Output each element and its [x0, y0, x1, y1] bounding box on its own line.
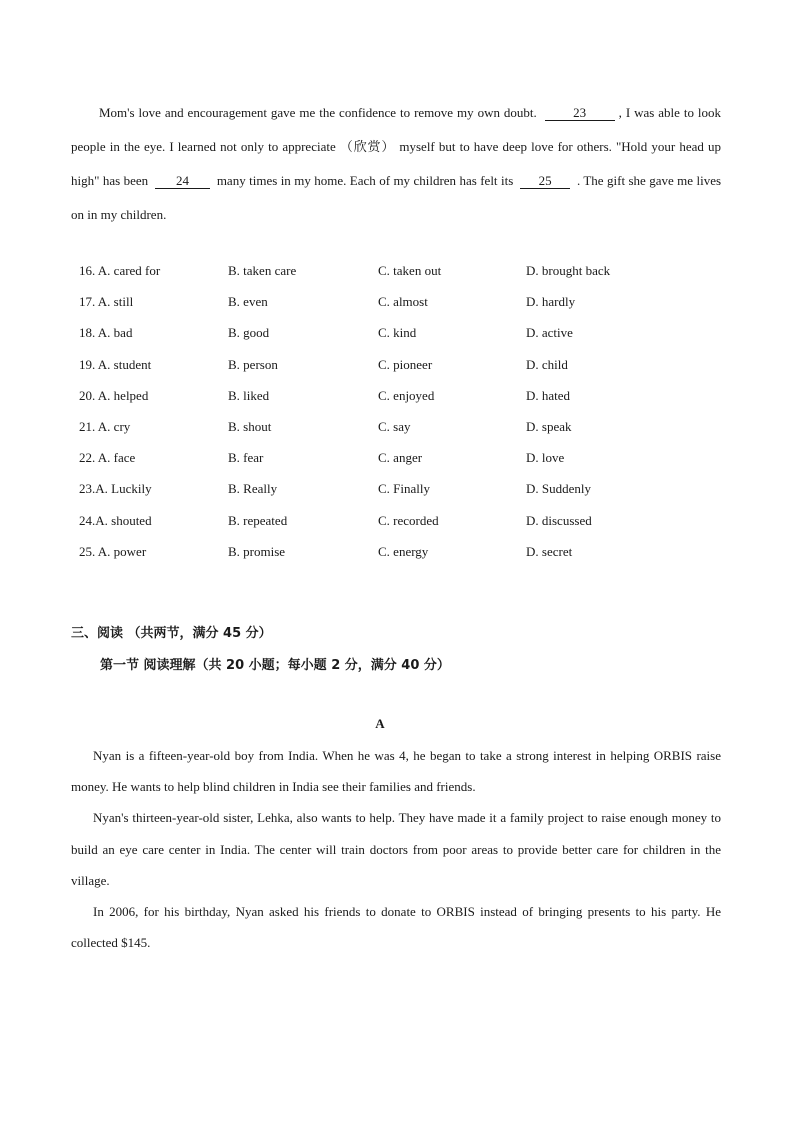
option-a: 22. A. face: [79, 450, 136, 466]
paragraph-text-4: . The gift she gave me lives on in my children.: [71, 173, 722, 222]
option-a: 20. A. helped: [79, 387, 149, 403]
option-d: D. love: [526, 450, 565, 466]
option-b: B. promise: [228, 543, 286, 559]
option-d: D. brought back: [526, 263, 611, 278]
option-d: D. hated: [526, 387, 571, 403]
option-c: C. pioneer: [378, 356, 433, 372]
passage-label: A: [375, 716, 385, 731]
subsection-title: 第一节 阅读理解（共 20 小题；每小题 2 分，满分 40 分）: [100, 658, 450, 673]
paragraph-text-2: , I was able to look people in the eye. I learned not only to appreciate （欣赏） myself but to have deep love for others. "Hold your head up high" has been: [71, 105, 722, 188]
option-d: D. speak: [526, 418, 572, 434]
option-c: C. kind: [378, 325, 417, 341]
option-c: C. taken out: [378, 263, 442, 278]
option-c: C. anger: [378, 450, 423, 466]
option-d: D. Suddenly: [526, 481, 591, 497]
option-d: D. discussed: [526, 512, 592, 528]
answer-options: [79, 262, 719, 574]
blank-25: 25: [520, 174, 570, 189]
option-a: 18. A. bad: [79, 325, 133, 341]
option-row: [79, 512, 719, 543]
option-row: [79, 449, 719, 480]
option-row: [79, 293, 719, 324]
option-b: B. liked: [228, 387, 270, 403]
option-row: [79, 480, 719, 511]
option-b: B. fear: [228, 450, 264, 466]
option-d: D. secret: [526, 543, 573, 559]
option-b: B. repeated: [228, 512, 288, 528]
option-c: C. say: [378, 418, 411, 434]
option-b: B. Really: [228, 481, 278, 497]
option-a: 17. A. still: [79, 294, 134, 310]
passage-paragraph: In 2006, for his birthday, Nyan asked his friends to donate to ORBIS instead of bringing presents to his party. He collected $145.: [71, 904, 721, 951]
option-c: C. almost: [378, 294, 428, 310]
option-b: B. person: [228, 356, 278, 372]
option-c: C. energy: [378, 543, 429, 559]
blank-24: 24: [155, 174, 210, 189]
option-a: 23.A. Luckily: [79, 481, 152, 497]
option-b: B. even: [228, 294, 268, 310]
option-c: C. Finally: [378, 481, 431, 497]
option-a: 25. A. power: [79, 543, 147, 559]
option-d: D. child: [526, 356, 568, 372]
passage-paragraph: Nyan's thirteen-year-old sister, Lehka, also wants to help. They have made it a family project to raise enough money to build an eye care center in India. The center will train doctors from poor areas to provide better care for children in the village.: [71, 810, 721, 888]
option-a: 21. A. cry: [79, 418, 131, 434]
option-row: [79, 418, 719, 449]
option-b: B. good: [228, 325, 270, 341]
paragraph-text-1: Mom's love and encouragement gave me the confidence to remove my own doubt.: [99, 105, 537, 120]
paragraph-text-3: many times in my home. Each of my children has felt its: [216, 173, 514, 188]
blank-23: 23: [545, 106, 615, 121]
option-b: B. shout: [228, 418, 272, 434]
reading-passage: [71, 740, 721, 958]
option-b: B. taken care: [228, 263, 297, 278]
option-d: D. active: [526, 325, 573, 341]
passage-paragraph: Nyan is a fifteen-year-old boy from India. When he was 4, he began to take a strong interest in helping ORBIS raise money. He wants to help blind children in India see their families and friends.: [71, 748, 721, 795]
option-d: D. hardly: [526, 294, 576, 310]
option-a: 19. A. student: [79, 356, 152, 372]
option-c: C. enjoyed: [378, 387, 435, 403]
option-row: [79, 324, 719, 355]
section-title: 三、阅读 （共两节，满分 45 分）: [71, 626, 272, 641]
option-row: [79, 543, 719, 574]
option-a: 16. A. cared for: [79, 263, 161, 278]
option-a: 24.A. shouted: [79, 512, 152, 528]
cloze-paragraph: [71, 96, 721, 232]
option-row: [79, 356, 719, 387]
option-row: [79, 262, 719, 293]
option-c: C. recorded: [378, 512, 439, 528]
option-row: [79, 387, 719, 418]
